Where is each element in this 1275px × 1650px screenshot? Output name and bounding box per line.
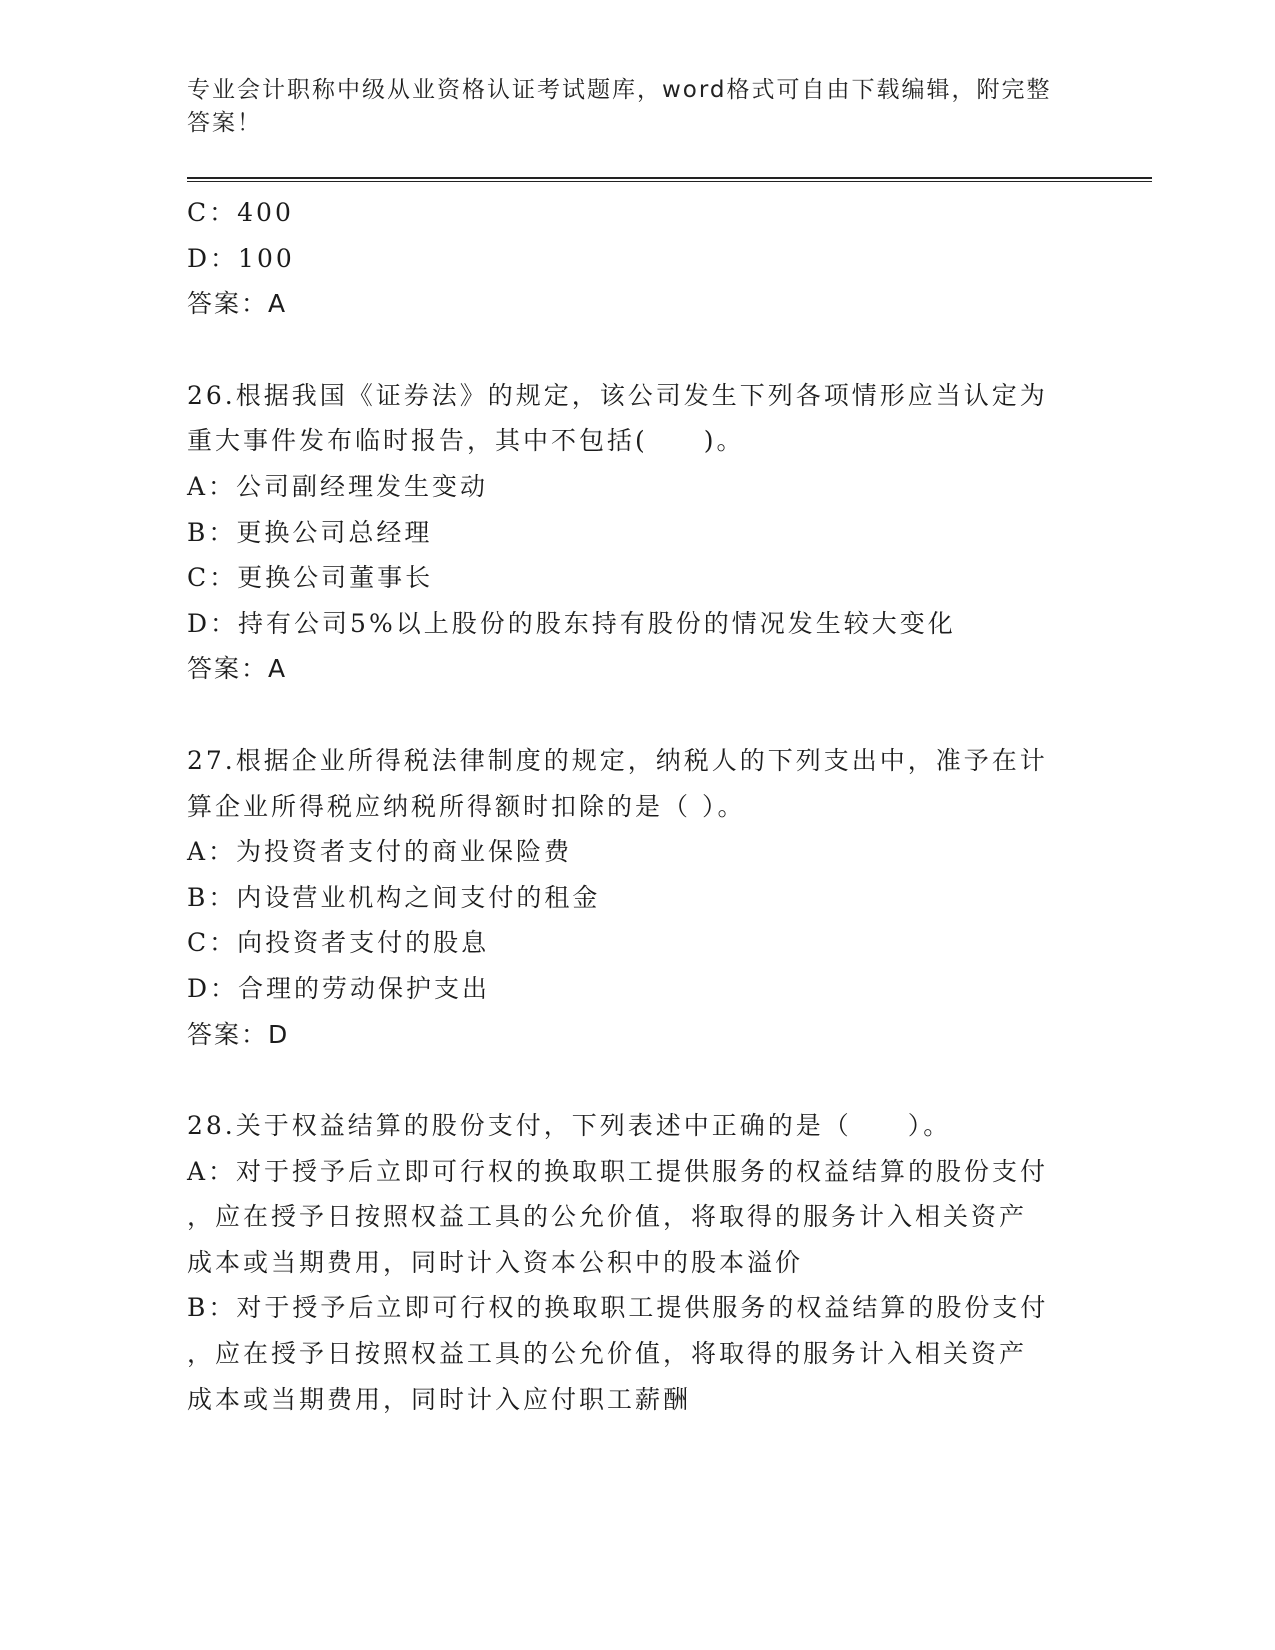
question-26-option-c: C：更换公司董事长 [187,563,434,593]
question-26-option-a: A：公司副经理发生变动 [187,471,489,501]
question-27-option-a: A：为投资者支付的商业保险费 [187,837,573,867]
question-27-stem-line-1: 27.根据企业所得税法律制度的规定，纳税人的下列支出中，准予在计 [187,745,1048,775]
option-d: D：100 [187,243,295,273]
question-28-stem: 28.关于权益结算的股份支付，下列表述中正确的是（ ）。 [187,1111,952,1141]
question-28-option-b-line-2: ，应在授予日按照权益工具的公允价值，将取得的服务计入相关资产 [187,1339,1028,1369]
spacer [187,692,1087,738]
question-28-option-b-line-3: 成本或当期费用，同时计入应付职工薪酬 [187,1384,692,1414]
header-rule-thin [187,181,1152,182]
spacer [187,327,1087,373]
page-header: 专业会计职称中级从业资格认证考试题库，word格式可自由下载编辑，附完整答案！ [187,77,1052,136]
question-27-option-b: B：内设营业机构之间支付的租金 [187,882,601,912]
question-26-option-d: D：持有公司5%以上股份的股东持有股份的情况发生较大变化 [187,608,956,638]
question-28-option-a-line-3: 成本或当期费用，同时计入资本公积中的股本溢价 [187,1247,804,1277]
spacer [187,1057,1087,1103]
question-content [187,190,1087,1422]
question-26-option-b: B：更换公司总经理 [187,517,433,547]
question-28-option-a-line-2: ，应在授予日按照权益工具的公允价值，将取得的服务计入相关资产 [187,1202,1028,1232]
question-27-option-c: C：向投资者支付的股息 [187,928,490,958]
question-27-stem-line-2: 算企业所得税应纳税所得额时扣除的是（ ）。 [187,791,746,821]
header-rule-thick [187,177,1152,179]
question-26-stem-line-1: 26.根据我国《证券法》的规定，该公司发生下列各项情形应当认定为 [187,380,1048,410]
question-26-stem-line-2: 重大事件发布临时报告，其中不包括( )。 [187,426,745,456]
option-c: C：400 [187,198,294,227]
answer: 答案：A [187,289,288,319]
question-28-option-a-line-1: A：对于授予后立即可行权的换取职工提供服务的权益结算的股份支付 [187,1156,1049,1186]
question-26-answer: 答案：A [187,654,288,684]
question-27-option-d: D：合理的劳动保护支出 [187,973,491,1003]
question-27-answer: 答案：D [187,1019,290,1049]
question-28-option-b-line-1: B：对于授予后立即可行权的换取职工提供服务的权益结算的股份支付 [187,1293,1049,1323]
